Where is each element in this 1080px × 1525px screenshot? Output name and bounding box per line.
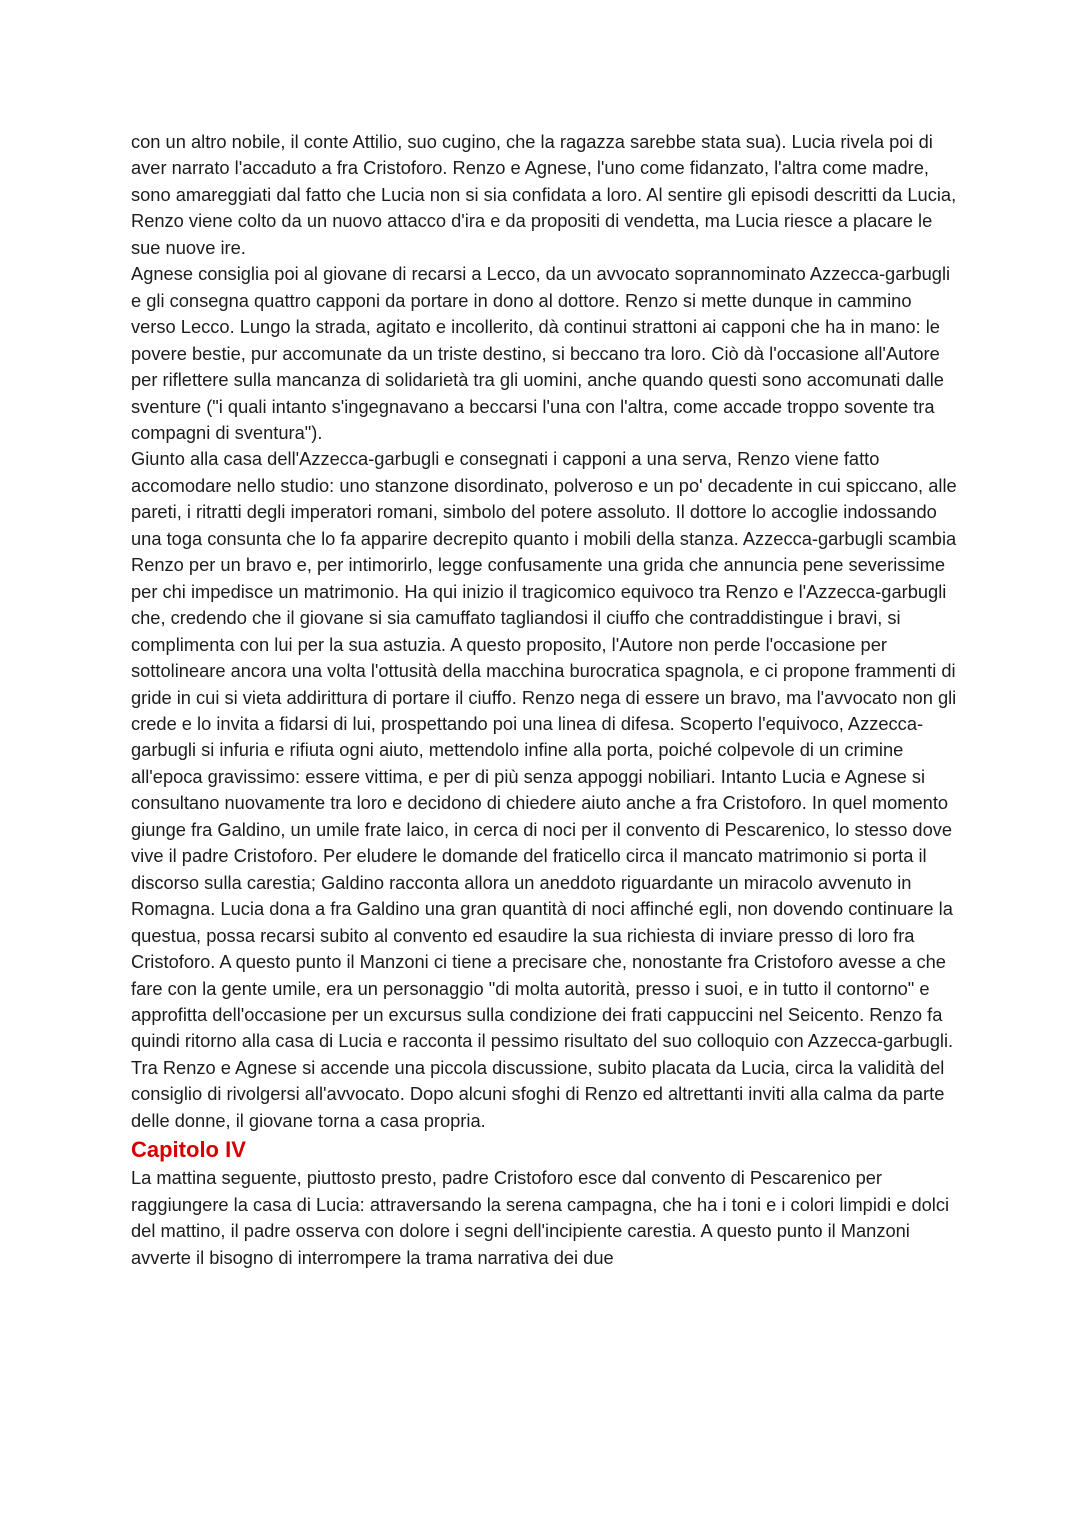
chapter-heading: Capitolo IV <box>131 1137 246 1163</box>
paragraph-capponi-lecco: Agnese consiglia poi al giovane di recarsi a Lecco, da un avvocato soprannominato Azzecca-garbugli e gli consegna quattro capponi da portare in dono al dottore. Renzo si mette dunque in cammino verso Lecco. Lungo la strada, agitato e incollerito, dà continui strattoni ai capponi che ha in mano: le povere bestie, pur accomunate da un triste destino, si beccano tra loro. Ciò dà l'occasione all'Autore per riflettere sulla mancanza di solidarietà tra gli uomini, anche quando questi sono accomunati dalle sventure ("i quali intanto s'ingegnavano a beccarsi l'una con l'altra, come accade troppo sovente tra compagni di sventura"). <box>131 263 951 443</box>
document-page <box>131 129 959 1271</box>
paragraph-renzo-lucia-agnese: con un altro nobile, il conte Attilio, suo cugino, che la ragazza sarebbe stata sua). Lucia rivela poi di aver narrato l'accaduto a fra Cristoforo. Renzo e Agnese, l'uno come fidanzato, l'altra come madre, sono amareggiati dal fatto che Lucia non si sia confidata a loro. Al sentire gli episodi descritti da Lucia, Renzo viene colto da un nuovo attacco d'ira e da propositi di vendetta, ma Lucia riesce a placare le sue nuove ire. <box>131 131 957 258</box>
paragraph-azzecca-garbugli: Giunto alla casa dell'Azzecca-garbugli e consegnati i capponi a una serva, Renzo viene fatto accomodare nello studio: uno stanzone disordinato, polveroso e un po' decadente in cui spiccano, alle pareti, i ritratti degli imperatori romani, simbolo del potere assoluto. Il dottore lo accoglie indossando una toga consunta che lo fa apparire decrepito quanto i mobili della stanza. Azzecca-garbugli scambia Renzo per un bravo e, per intimorirlo, legge confusamente una grida che annuncia pene severissime per chi impedisce un matrimonio. Ha qui inizio il tragicomico equivoco tra Renzo e l'Azzecca-garbugli che, credendo che il giovane si sia camuffato tagliandosi il ciuffo che contraddistingue i bravi, si complimenta con lui per la sua astuzia. A questo proposito, l'Autore non perde l'occasione per sottolineare ancora una volta l'ottusità della macchina burocratica spagnola, e ci propone frammenti di gride in cui si vieta addirittura di portare il ciuffo. Renzo nega di essere un bravo, ma l'avvocato non gli crede e lo invita a fidarsi di lui, prospettando poi una linea di difesa. Scoperto l'equivoco, Azzecca-garbugli si infuria e rifiuta ogni aiuto, mettendolo infine alla porta, poiché colpevole di un crimine all'epoca gravissimo: essere vittima, e per di più senza appoggi nobiliari. Intanto Lucia e Agnese si consultano nuovamente tra loro e decidono di chiedere aiuto anche a fra Cristoforo. In quel momento giunge fra Galdino, un umile frate laico, in cerca di noci per il convento di Pescarenico, lo stesso dove vive il padre Cristoforo. Per eludere le domande del fraticello circa il mancato matrimonio si porta il discorso sulla carestia; Galdino racconta allora un aneddoto riguardante un miracolo avvenuto in Romagna. Lucia dona a fra Galdino una gran quantità di noci affinché egli, non dovendo continuare la questua, possa recarsi subito al convento ed esaudire la sua richiesta di inviare presso di loro fra Cristoforo. A questo punto il Manzoni ci tiene a precisare che, nonostante fra Cristoforo avesse a che fare con la gente umile, era un personaggio "di molta autorità, presso i suoi, e in tutto il contorno" e approfitta dell'occasione per un excursus sulla condizione dei frati cappuccini nel Seicento. Renzo fa quindi ritorno alla casa di Lucia e racconta il pessimo risultato del suo colloquio con Azzecca-garbugli. Tra Renzo e Agnese si accende una piccola discussione, subito placata da Lucia, circa la validità del consiglio di rivolgersi all'avvocato. Dopo alcuni sfoghi di Renzo ed altrettanti inviti alla calma da parte delle donne, il giovane torna a casa propria. <box>131 448 957 1131</box>
paragraph-capitolo-iv-intro: La mattina seguente, piuttosto presto, padre Cristoforo esce dal convento di Pescarenico per raggiungere la casa di Lucia: attraversando la serena campagna, che ha i toni e i colori limpidi e dolci del mattino, il padre osserva con dolore i segni dell'incipiente carestia. A questo punto il Manzoni avverte il bisogno di interrompere la trama narrativa dei due <box>131 1167 950 1268</box>
